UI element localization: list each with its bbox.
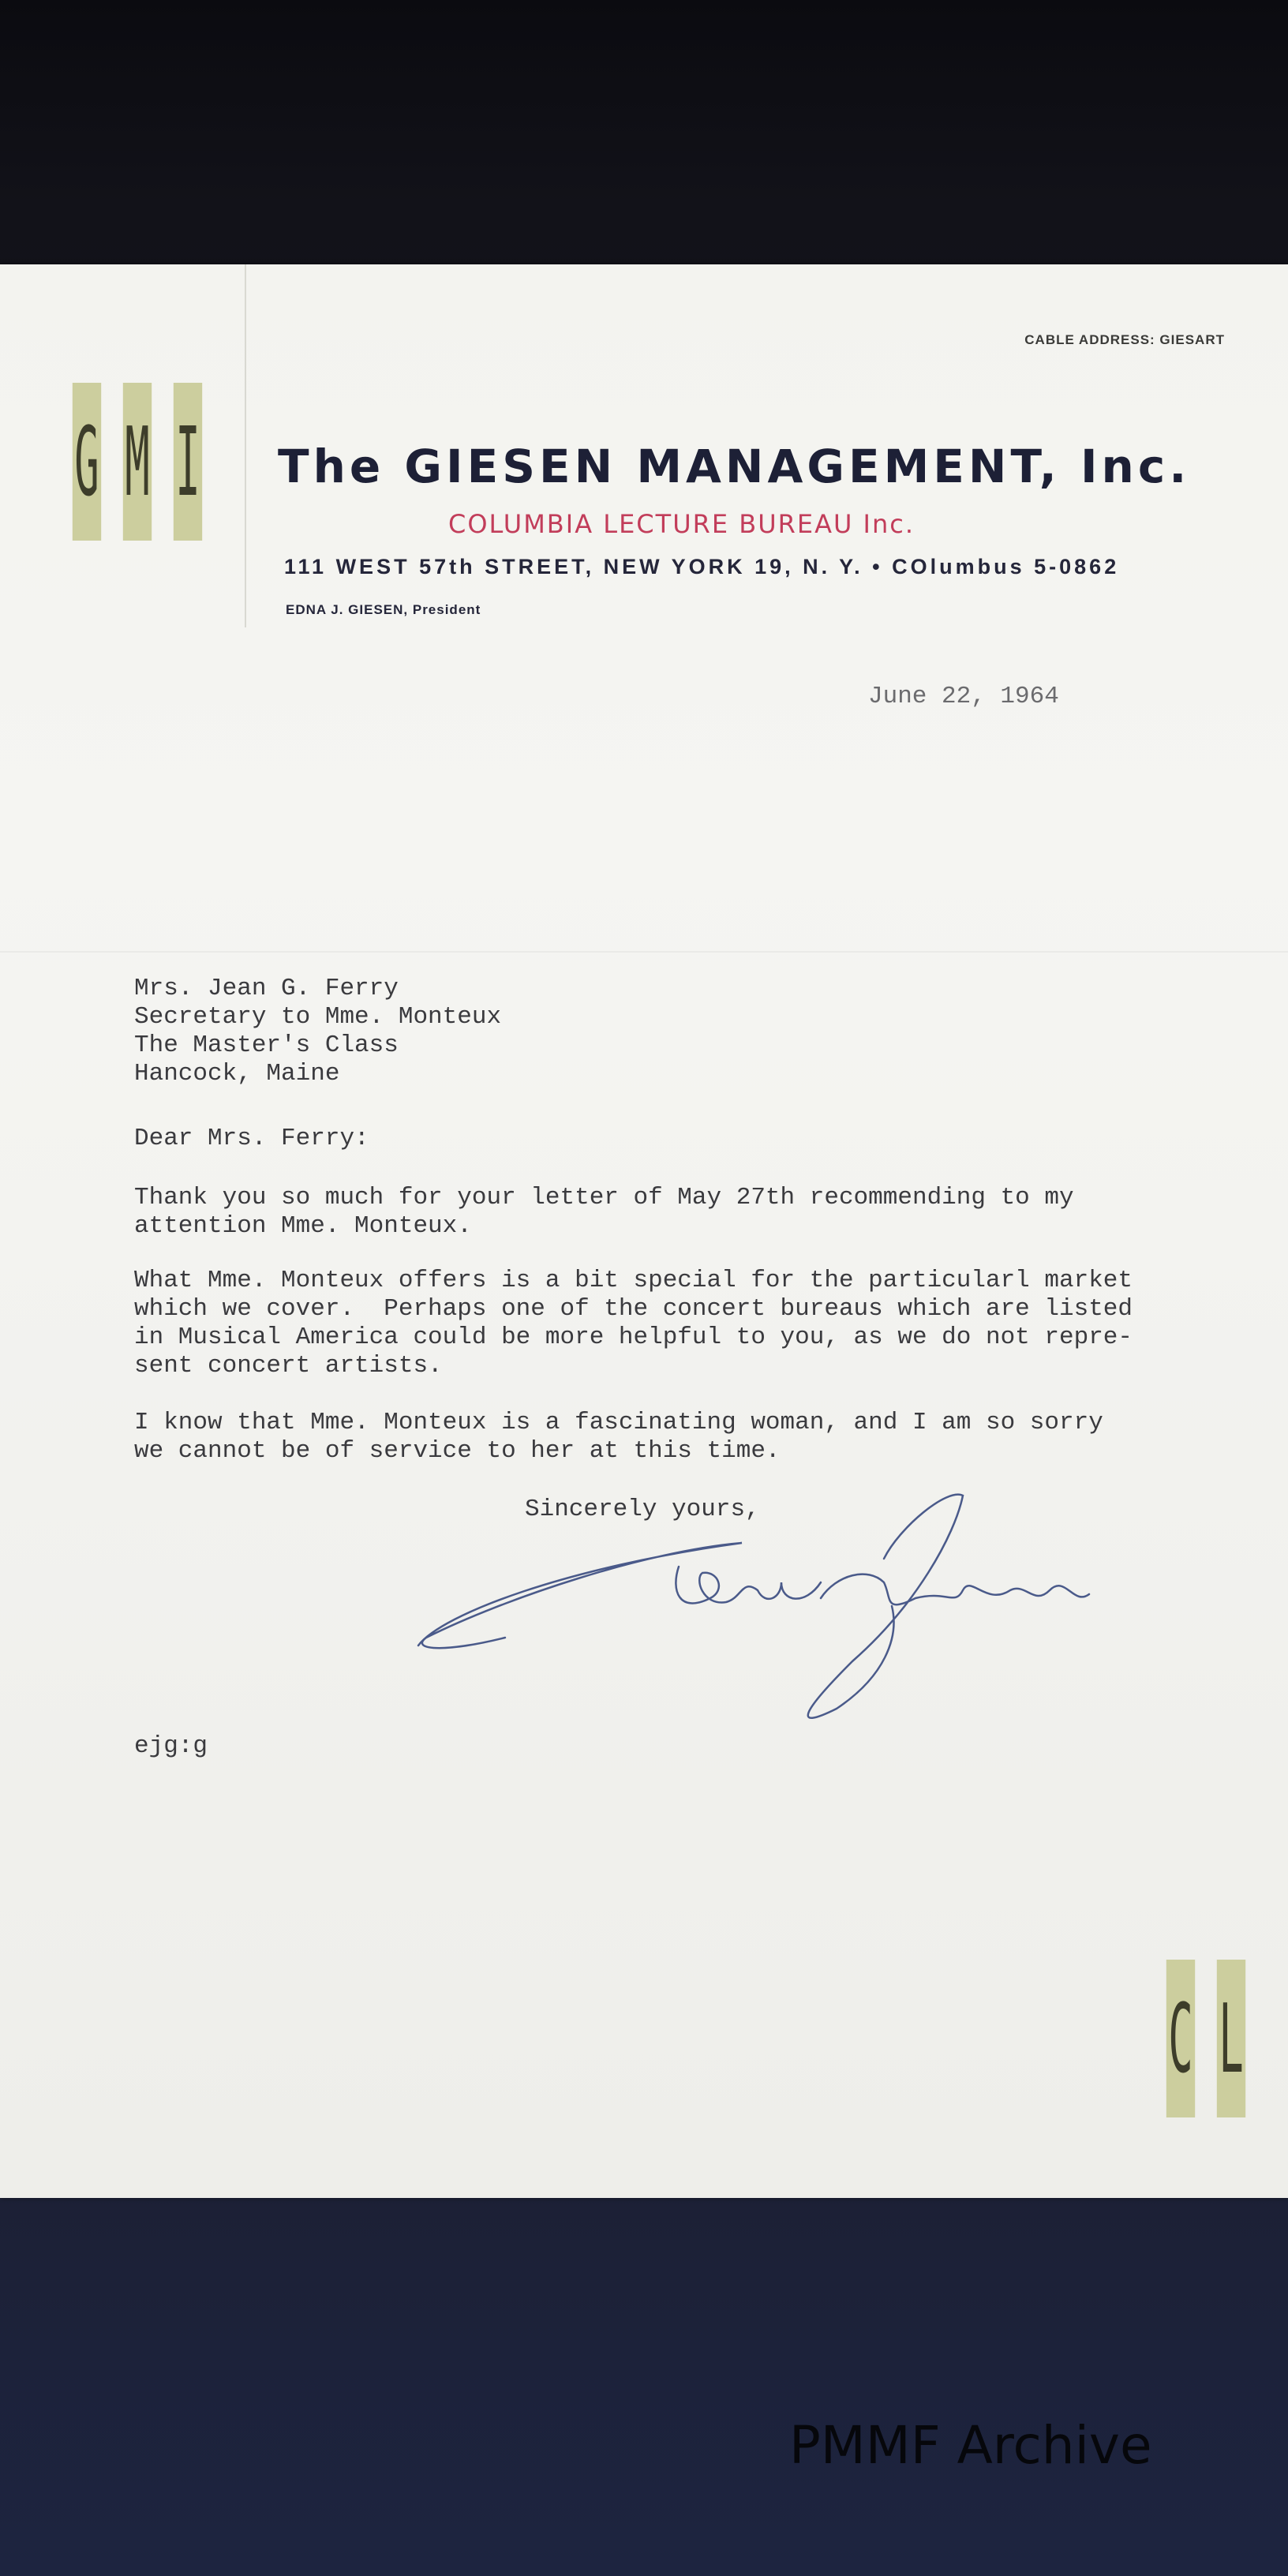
logo-letter: G <box>74 406 99 517</box>
recipient-line: Mrs. Jean G. Ferry <box>134 975 399 1002</box>
handwritten-signature <box>410 1480 1168 1732</box>
text-line: attention Mme. Monteux. <box>134 1212 472 1240</box>
paragraph-2 <box>134 1267 1133 1380</box>
logo-block <box>73 383 101 541</box>
text-line: in Musical America could be more helpful to you, as we do not repre- <box>134 1324 1133 1351</box>
recipient-line: Secretary to Mme. Monteux <box>134 1003 502 1031</box>
letterhead-divider <box>245 264 246 627</box>
recipient-line: The Master's Class <box>134 1032 399 1059</box>
paragraph-1 <box>134 1184 1074 1241</box>
typist-initials: ejg:g <box>134 1732 208 1760</box>
recipient-address <box>134 975 501 1088</box>
logo-letter: C <box>1168 1983 1193 2094</box>
text-line: we cannot be of service to her at this time. <box>134 1437 781 1465</box>
paragraph-3 <box>134 1409 1103 1466</box>
company-address: 111 WEST 57th STREET, NEW YORK 19, N. Y. • COlumbus 5-0862 <box>284 555 1120 578</box>
logo-block <box>174 383 202 541</box>
text-line: Thank you so much for your letter of May 27th recommending to my <box>134 1184 1074 1211</box>
logo-letter: L <box>1219 1983 1244 2094</box>
closing: Sincerely yours, <box>525 1496 760 1523</box>
text-line: which we cover. Perhaps one of the concert bureaus which are listed <box>134 1295 1133 1323</box>
text-line: I know that Mme. Monteux is a fascinating woman, and I am so sorry <box>134 1409 1103 1436</box>
logo-letter: I <box>175 406 200 517</box>
paper-fold <box>0 951 1288 953</box>
bureau-name: COLUMBIA LECTURE BUREAU Inc. <box>448 509 915 539</box>
archive-watermark: PMMF Archive <box>789 2415 1152 2476</box>
salutation: Dear Mrs. Ferry: <box>134 1125 369 1152</box>
logo-block <box>123 383 152 541</box>
logo-letter: M <box>125 406 150 517</box>
logo-block <box>1166 1960 1195 2117</box>
text-line: sent concert artists. <box>134 1352 443 1380</box>
cl-logo <box>1159 1960 1253 2117</box>
cable-address: CABLE ADDRESS: GIESART <box>1024 332 1225 347</box>
recipient-line: Hancock, Maine <box>134 1060 340 1088</box>
letter-paper <box>0 264 1288 2198</box>
text-line: What Mme. Monteux offers is a bit special for the particularl market <box>134 1267 1133 1294</box>
letter-date: June 22, 1964 <box>868 683 1059 710</box>
president-line: EDNA J. GIESEN, President <box>286 602 481 617</box>
gmi-logo <box>65 383 210 541</box>
logo-block <box>1217 1960 1245 2117</box>
company-name: The GIESEN MANAGEMENT, Inc. <box>278 440 1191 493</box>
